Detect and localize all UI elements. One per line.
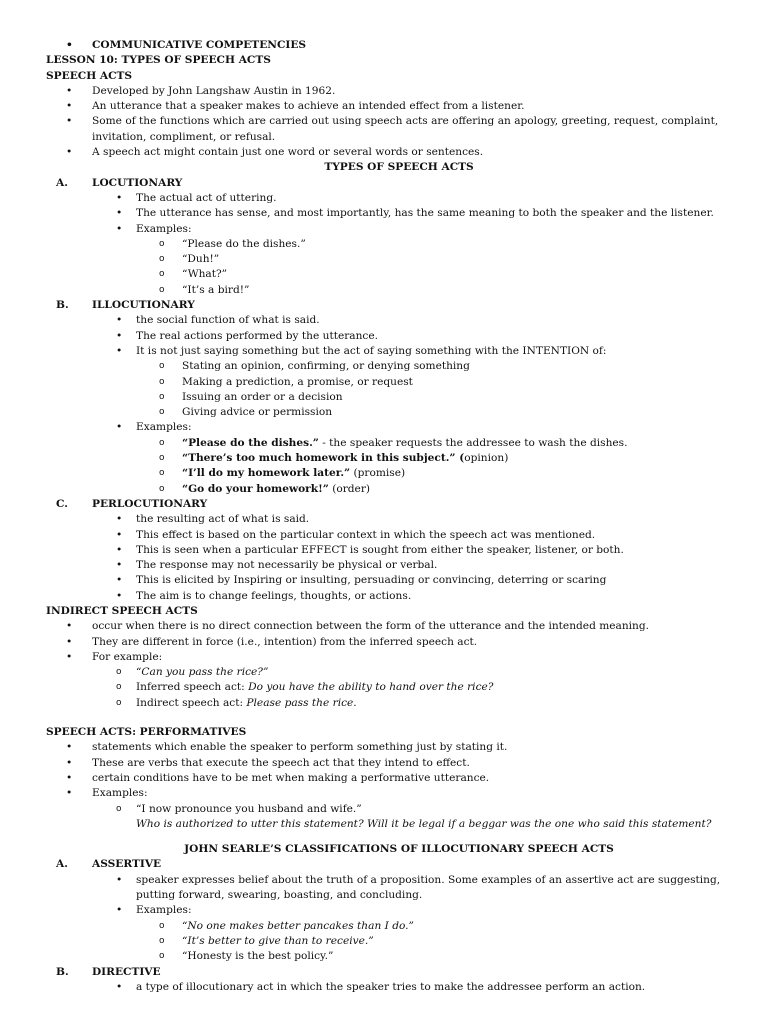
list-item: • They are different in force (i.e., intention) from the inferred speech act. — [66, 635, 478, 648]
list-item: o “Can you pass the rice?” — [116, 666, 269, 679]
list-item: • Examples: — [116, 222, 192, 235]
list-item: • For example: — [66, 650, 163, 663]
list-item: • speaker expresses belief about the truth of a proposition. Some examples of an assertive act are suggesting, — [116, 873, 721, 886]
list-item: o “I’ll do my homework later.” (promise) — [159, 467, 406, 480]
list-item: o “Duh!” — [159, 253, 220, 266]
document-page — [46, 38, 752, 995]
performative-note: Who is authorized to utter this statement? Will it be legal if a beggar was the one who said this statement? — [136, 817, 712, 830]
list-item: o “It’s better to give than to receive.” — [159, 934, 374, 947]
list-item: • This is elicited by Inspiring or insulting, persuading or convincing, deterring or scaring — [116, 574, 607, 587]
list-item: • This is seen when a particular EFFECT is sought from either the speaker, listener, or both. — [116, 543, 624, 556]
list-item: o “Honesty is the best policy.” — [159, 950, 334, 963]
list-item: • Examples: — [66, 787, 148, 800]
list-item: • Examples: — [116, 904, 192, 917]
list-item: • An utterance that a speaker makes to achieve an intended effect from a listener. — [66, 100, 525, 113]
list-item: o “Please do the dishes.” - the speaker requests the addressee to wash the dishes. — [159, 436, 628, 449]
list-item: • These are verbs that execute the speech act that they intend to effect. — [66, 756, 470, 769]
top-bullet: • COMMUNICATIVE COMPETENCIES — [66, 39, 307, 51]
list-item: o “Go do your homework!” (order) — [159, 482, 371, 495]
list-item: • This effect is based on the particular context in which the speech act was mentioned. — [116, 528, 596, 541]
list-item: • The actual act of uttering. — [116, 191, 277, 204]
list-item: • Developed by John Langshaw Austin in 1962. — [66, 84, 336, 97]
list-item: o Giving advice or permission — [159, 406, 333, 419]
list-item: • The utterance has sense, and most importantly, has the same meaning to both the speaker and the listener. — [116, 207, 714, 220]
list-item: o Making a prediction, a promise, or request — [159, 375, 413, 388]
section-assertive: A. ASSERTIVE — [56, 858, 162, 871]
section-illocutionary: B. ILLOCUTIONARY — [56, 299, 195, 312]
list-item: • Some of the functions which are carried out using speech acts are offering an apology, greeting, request, complaint, invitation, compliment, or refusal. — [66, 115, 719, 143]
list-item: o “No one makes better pancakes than I do.” — [159, 919, 414, 932]
list-item: • occur when there is no direct connection between the form of the utterance and the intended meaning. — [66, 620, 650, 633]
list-item: o “It’s a bird!” — [159, 283, 250, 296]
section-locutionary: A. LOCUTIONARY — [56, 176, 183, 189]
list-item: o Stating an opinion, confirming, or denying something — [159, 360, 470, 373]
list-item: • the social function of what is said. — [116, 314, 320, 327]
section-perlocutionary: C. PERLOCUTIONARY — [56, 497, 208, 510]
indirect-heading: INDIRECT SPEECH ACTS — [46, 604, 198, 617]
list-item: • a type of illocutionary act in which the speaker tries to make the addressee perform an action. — [116, 980, 646, 993]
section-directive: B. DIRECTIVE — [56, 965, 161, 978]
list-item: • It is not just saying something but the act of saying something with the INTENTION of: — [116, 344, 607, 357]
list-item: • The aim is to change feelings, thoughts, or actions. — [116, 589, 412, 602]
list-item: • The real actions performed by the utterance. — [116, 329, 379, 342]
list-item: • the resulting act of what is said. — [116, 513, 310, 526]
performatives-heading: SPEECH ACTS: PERFORMATIVES — [46, 726, 247, 739]
searle-heading: JOHN SEARLE’S CLASSIFICATIONS OF ILLOCUTIONARY SPEECH ACTS — [184, 843, 614, 856]
list-item: • statements which enable the speaker to perform something just by stating it. — [66, 741, 508, 754]
speech-acts-heading: SPEECH ACTS — [46, 69, 133, 82]
list-item: • certain conditions have to be met when making a performative utterance. — [66, 771, 490, 784]
list-item: o “There’s too much homework in this subject.” (opinion) — [159, 452, 509, 465]
list-item-continuation: putting forward, swearing, boasting, and concluding. — [136, 889, 423, 902]
types-heading: TYPES OF SPEECH ACTS — [324, 161, 474, 174]
list-item: o “I now pronounce you husband and wife.” — [116, 802, 362, 815]
list-item: o Indirect speech act: Please pass the rice. — [116, 696, 357, 709]
list-item: o “What?” — [159, 268, 228, 281]
list-item: • Examples: — [116, 421, 192, 434]
list-item: o Inferred speech act: Do you have the ability to hand over the rice? — [116, 681, 494, 694]
list-item: • A speech act might contain just one word or several words or sentences. — [66, 146, 484, 159]
lesson-title: LESSON 10: TYPES OF SPEECH ACTS — [46, 54, 271, 67]
list-item: • The response may not necessarily be physical or verbal. — [116, 559, 438, 572]
list-item: o “Please do the dishes.” — [159, 237, 306, 250]
list-item: o Issuing an order or a decision — [159, 390, 343, 403]
